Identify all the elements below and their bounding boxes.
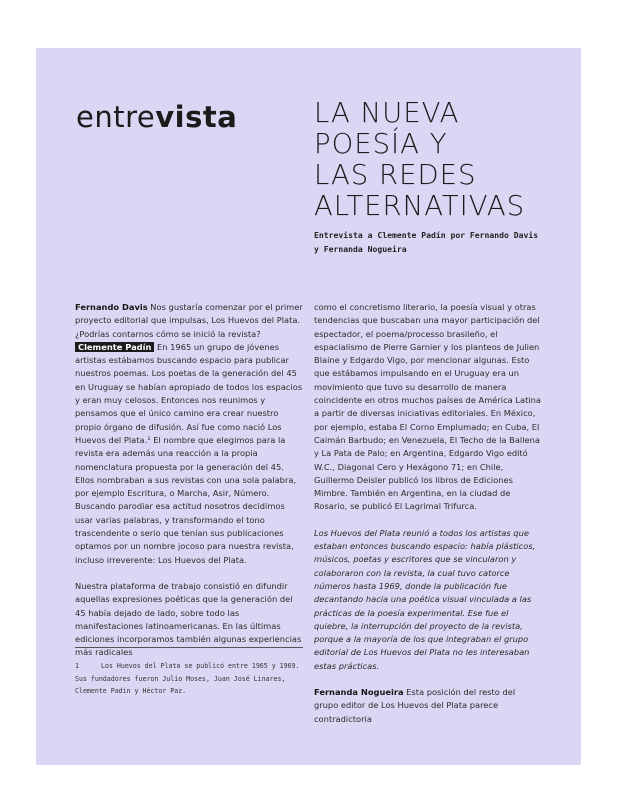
speaker-name: Fernando Davis (75, 302, 148, 312)
title-line-2: POESÍA Y (314, 128, 448, 160)
section-label-light: entre (76, 100, 156, 134)
article-subtitle: Entrevista a Clemente Padín por Fernando Davis y Fernanda Nogueira (314, 230, 539, 254)
article-title (314, 98, 525, 222)
right-column (314, 301, 542, 726)
footnote-number: 1 (75, 662, 79, 670)
question-text: Nos gustaría comenzar por el primer proyecto editorial que impulsas, Los Huevos del Plata. ¿Podrías contarnos cómo se inició la revista? (75, 302, 303, 339)
question-paragraph (75, 301, 303, 567)
section-label (76, 100, 237, 134)
magazine-page (36, 48, 581, 765)
footnote-text: Los Huevos del Plata se publicó entre 1965 y 1969. Sus fundadores fueron Julio Moses, Juan José Linares, Clemente Padín y Héctor Paz. (75, 662, 300, 695)
speaker-name: Fernanda Nogueira (314, 687, 404, 698)
question-text: Esta posición del resto del grupo editor de Los Huevos del Plata parece contradictoria (314, 687, 516, 724)
question-paragraph (314, 686, 542, 726)
title-line-1: LA NUEVA (314, 97, 460, 129)
speaker-badge: Clemente Padín (75, 342, 154, 352)
left-column (75, 301, 303, 660)
body-paragraph: Nuestra plataforma de trabajo consistió en difundir aquellas expresiones poéticas que la generación del 45 había dejado de lado, sobre todo las manifestaciones latinoamericanas. En las últimas ediciones incorporamos también algunas experiencias más radicales (75, 580, 302, 658)
answer-text: En 1965 un grupo de jóvenes artistas estábamos buscando espacio para publicar nuestros poemas. Los poetas de la generación del 45 en Uruguay se habían apropiado de todos los espacios y eran muy celosos. Entonces nos reunimos y pensamos que el único camino era crear nuestro propio órgano de difusión. Así fue como nació Los Huevos del Plata.¹ El nombre que elegimos para la revista era además una reacción a la propia nomenclatura propuesta por la generación del 45. Ellos nombraban a sus revistas con una sola palabra, por ejemplo Escritura, o Marcha, Asir, Número. Buscando parodiar esa actitud nosotros decidimos usar varias palabras, y transformando el tono trascendente o serio que tenían sus publicaciones optamos por un nombre jocoso para nuestra revista, incluso irreverente: Los Huevos del Plata. (75, 341, 303, 565)
title-line-4: ALTERNATIVAS (314, 190, 526, 222)
question-paragraph: Los Huevos del Plata reunió a todos los artistas que estaban entonces buscando espacio: había plásticos, músicos, poetas y escritores que se vincularon y colaboraron con la revista, la cual tuvo catorce números hasta 1969, donde la publicación fue decantando hacia una poética visual vinculada a las prácticas de la poesía experimental. Ese fue el quiebre, la interrupción del proyecto de la revista, porque a la mayoría de los que integraban el grupo editorial de Los Huevos del Plata no les interesaban estas prácticas. (314, 527, 536, 671)
title-line-3: LAS REDES (314, 159, 477, 191)
body-paragraph: como el concretismo literario, la poesía visual y otras tendencias que buscaban una mayor participación del espectador, el poema/processo brasileño, el espacialismo de Pierre Garnier y los planteos de Julien Blaine y Edgardo Vigo, por mencionar algunas. Esto que estábamos impulsando en el Uruguay era un movimiento que tuvo su desarrollo de manera coincidente en otros muchos países de América Latina a partir de diversas iniciativas editoriales. En México, por ejemplo, estaba El Corno Emplumado; en Cuba, El Caimán Barbudo; en Venezuela, El Techo de la Ballena y La Pata de Palo; en Argentina, Edgardo Vigo editó W.C., Diagonal Cero y Hexágono 71; en Chile, Guillermo Deisler publicó los libros de Ediciones Mimbre. También en Argentina, en la ciudad de Rosario, se publicó El Lagrimal Trifurca. (314, 302, 542, 512)
footnote-rule (75, 647, 303, 648)
footnote (75, 660, 303, 698)
section-label-bold: vista (155, 100, 238, 134)
